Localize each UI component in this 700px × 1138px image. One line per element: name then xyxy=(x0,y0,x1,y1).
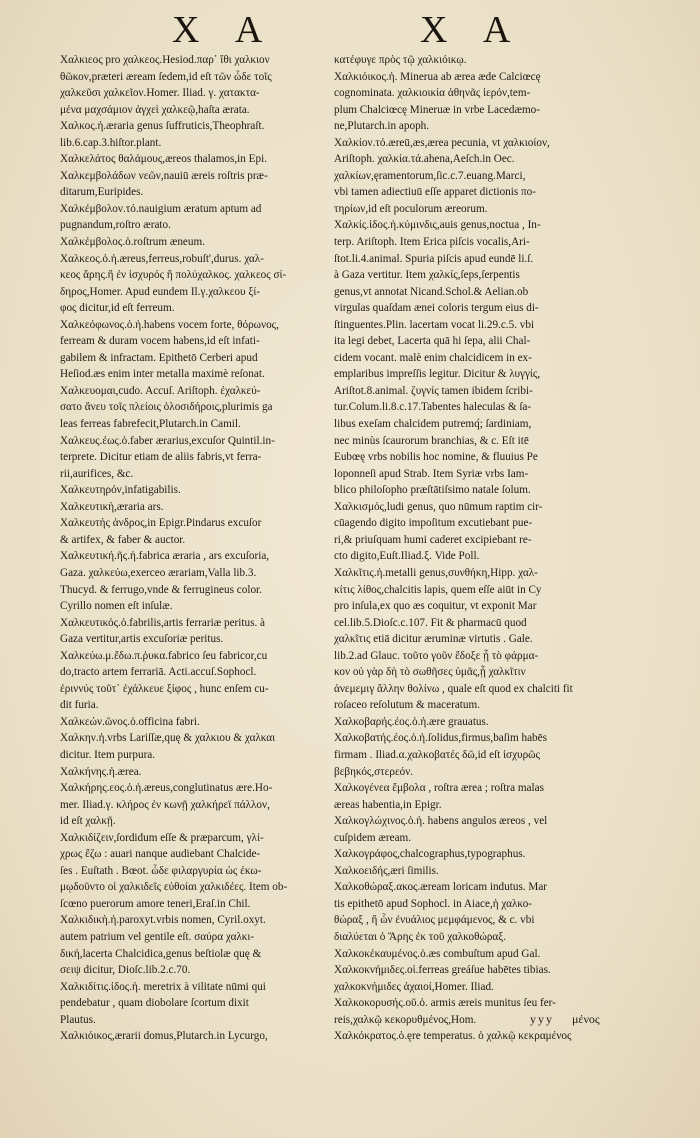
text-line: terprete. Dicitur etiam de aliis fabris,vt ferra- xyxy=(60,451,262,464)
running-headword-right: X A xyxy=(420,9,525,51)
text-line: ſtot.li.4.animal. Spuria piſcis apud eundē li.ſ. xyxy=(334,252,534,265)
text-line: Χαλκευομαι,cudo. Accuſ. Ariſtoph. ἐχαλκεύ- xyxy=(60,384,261,397)
text-line: ferream & duram vocem habens,id eſt infati- xyxy=(60,335,260,348)
text-line: σειψ dicitur, Dioſc.lib.2.c.70. xyxy=(60,964,191,977)
text-line: δηρος,Homer. Apud eundem Il.γ.χαλκεου ξί- xyxy=(60,285,261,298)
text-line: Χαλκίον.τό.æreū,æs,ærea pecunia, vt χαλκιοίον, xyxy=(334,136,550,149)
text-line: nec minùs ſcaurorum branchias, & c. Eſt itē xyxy=(334,434,529,447)
text-line: Χαλκιδίτις.ἰδος.ἡ. meretrix à vilitate nūmi qui xyxy=(60,980,266,993)
text-line: pendebatur , quam diobolare ſcortum dixit xyxy=(60,997,249,1010)
text-line: tis epithetō apud Sophocl. in Aiace,ἡ χαλκο- xyxy=(334,897,533,910)
text-line: Χαλκευτηρόν,infatigabilis. xyxy=(60,484,181,497)
text-line: τηρίων,id eſt poculorum æreorum. xyxy=(334,202,488,215)
text-line: Χαλκευτής ἀνδρος,in Epigr.Pindarus excuſor xyxy=(60,517,262,530)
text-line: libus exeſam chalcidem putremq́; ſardiniam, xyxy=(334,418,532,431)
text-line: ſcœno puerorum amore teneri,Eraſ.in Chil. xyxy=(60,897,251,910)
text-line: Χαλκοκορυσής.οῦ.ὁ. armis æreis munitus ſeu fer- xyxy=(334,997,556,1010)
text-line: Gaza vertitur,artis excuſoriæ peritus. xyxy=(60,633,224,646)
left-column xyxy=(60,52,332,1045)
text-line: tur.Colum.li.8.c.17.Tabentes haleculas & ſa- xyxy=(334,401,532,414)
text-line: cidem vocant. malè enim chalcidicem in ex- xyxy=(334,351,532,364)
text-line: cel.lib.5.Dioſc.c.107. Fit & pharmacū quod xyxy=(334,616,527,629)
text-line: Ariſtoph. χαλκία.τά.ahena,Aeſch.in Oec. xyxy=(334,153,515,166)
text-line: blico philoſopho præſtātiſsimo natale ſolum. xyxy=(334,484,531,497)
text-line: Χαλκευς.ἐως.ὁ.faber ærarius,excuſor Quintil.in- xyxy=(60,434,275,447)
text-line: genus,vt annotat Nicand.Schol.& Aelian.ob xyxy=(334,285,529,298)
text-line: rii,aurifices, &c. xyxy=(60,467,134,480)
text-line: Χαλκος.ἡ.æraria genus ſuffruticis,Theophraſt. xyxy=(60,120,265,133)
text-line: μένα μαχσάμιον ἀγχεὶ χαλκεῷ,haſta ærata. xyxy=(60,103,250,116)
text-line: χαλκῖτις etiā dicitur æruminæ virtutis . Gale. xyxy=(334,633,533,646)
text-line: Χαλκεών.ῶνος.ὁ.officina fabri. xyxy=(60,715,200,728)
text-line: χαλκοκνήμιδες ἀχαιοί,Homer. Iliad. xyxy=(334,980,494,993)
right-column xyxy=(334,52,606,1045)
text-line: cognominata. χαλκιοικία ἀθηνᾶς ἱερόν,tem- xyxy=(334,87,531,100)
text-line: ἐριννύς τοῦτ᾽ ἐχάλκευε ξίφος , hunc enſem cu- xyxy=(60,682,269,695)
text-line: reis,χαλκῷ κεκορυθμένος,Hom. xyxy=(334,1013,477,1026)
text-line: gabilem & infractam. Epithetō Cerberi apud xyxy=(60,351,258,364)
text-line: Χαλκην.ἡ.vrbs Lariſſæ,quę & χαλκιου & χαλκαι xyxy=(60,732,276,745)
text-line: Χαλκοβατής.έος.ὁ.ἡ.ſolidus,firmus,baſim habēs xyxy=(334,732,547,745)
text-line: φος dicitur,id eſt ferreum. xyxy=(60,302,175,315)
text-line: χαλκεῦσι χαλκεῖον.Homer. Iliad. γ. χατακτα- xyxy=(60,87,260,100)
text-line: σατο ἄνευ τοῖς πλείοις ὁλοσιδήροις,plurimis ga xyxy=(60,401,273,414)
text-line: Χαλκέμβολος.ὁ.roſtrum æneum. xyxy=(60,236,205,249)
text-line: Χαλκήνης.ἡ.ærea. xyxy=(60,765,142,778)
text-line: Χαλκεύω.μ.ἔδω.π.ῥυκα.fabrico ſeu fabricor,cu xyxy=(60,649,268,662)
text-line: terp. Ariſtoph. Item Erica piſcis vocalis,Ari- xyxy=(334,236,530,249)
text-line: Χαλκοκέκαυμένος.ὁ.æs combuſtum apud Gal. xyxy=(334,947,541,960)
text-line: Ariſtot.8.animal. ζυγνίς tamen ibidem ſcribi- xyxy=(334,384,533,397)
text-line: Cyrillo nomen eſt inſulæ. xyxy=(60,600,173,613)
text-line: κον οὐ γὰρ δὴ τὸ σωθῆσες ὑμᾶς,ᾗ χαλκῖτιν xyxy=(334,666,526,679)
text-line: mer. Iliad.γ. κλήρος ἐν κωνῇ χαλκήρεϊ πάλλον, xyxy=(60,798,270,811)
text-line: Χαλκοβαρής.έος.ὁ.ἡ.ære grauatus. xyxy=(334,715,489,728)
text-line: Χαλκίς.ἰδος.ἡ.κύμινδις,auis genus,noctua , In- xyxy=(334,219,541,232)
text-line: Χαλκευτική.ῆς.ἡ.fabrica æraria , ars excuſoria, xyxy=(60,550,270,563)
text-line: Χαλκευτικὴ,æraria ars. xyxy=(60,500,164,513)
text-line: χαλκίων,ęramentorum,ſic.c.7.euang.Marci, xyxy=(334,169,526,182)
text-line: Χαλκοκνήμιδες.οἱ.ferreas greáſue habētes tibias. xyxy=(334,964,551,977)
text-line: leas ferreas fabrefecit,Plutarch.in Camil. xyxy=(60,418,241,431)
text-line: Χαλκιδικὴ.ἡ.paroxyt.vrbis nomen, Cyril.oxyt. xyxy=(60,914,266,927)
text-line: Χαλκοθώραξ.ακος.æream loricam indutus. Mar xyxy=(334,881,548,894)
text-line: virgulas quaſdam ænei coloris tergum eius di- xyxy=(334,302,539,315)
text-line: emplaribus impreſſis legitur. Dicitur & λυγγίς, xyxy=(334,368,541,381)
text-line: do,tracto artem ferrariā. Acti.accuſ.Sophocl. xyxy=(60,666,257,679)
text-line: μῳδοῦντο οἱ χαλκιδεῖς εὐθοίαι χαλκιδέες. Item ob- xyxy=(60,881,288,894)
text-line: Χαλκελάτος θαλάμους,æreos thalamos,in Epi. xyxy=(60,153,267,166)
text-line: Χαλκέμβολον.τό.nauigium æratum aptum ad xyxy=(60,202,262,215)
text-line: plum Chalciœcę Mineruæ in vrbe Lacedæmo- xyxy=(334,103,540,116)
text-line: Gaza. χαλκεύω,exerceo ærariam,Valla lib.3. xyxy=(60,566,257,579)
text-line: δική,lacerta Chalcidica,genus beſtiolæ quę & xyxy=(60,947,262,960)
text-line: & artifex, & faber & auctor. xyxy=(60,533,186,546)
text-line: Χαλκογλώχινος.ὁ.ἡ. habens angulos æreos , vel xyxy=(334,815,548,828)
text-line: Χαλκεος.ὁ.ἡ.æreus,ferreus,robuſt',durus. χαλ- xyxy=(60,252,264,265)
text-line: κατέφυγε πρὸς τῷ χαλκιόικῳ. xyxy=(334,54,467,66)
text-line: ne,Plutarch.in apoph. xyxy=(334,120,430,133)
text-line: lib.2.ad Glauc. τοῦτο γοῦν ἔδοξε ᾗ τὸ φάρμα- xyxy=(334,649,539,662)
catchword: μένος xyxy=(572,1012,600,1026)
running-headword-left: X A xyxy=(172,9,277,51)
text-line: Χαλκήρης.εος.ὁ.ἡ.æreus,conglutinatus ære.Ho- xyxy=(60,782,273,795)
text-line: ſes . Euſtath . Bœot. ὧδε φιλαργυρία ὡς ἐκω- xyxy=(60,864,262,877)
text-line: θώραξ , ἤ ὧν ἐνυάλιος μεμφάμενος, & c. vbi xyxy=(334,914,535,927)
text-line: Χαλκευτικός.ὁ.fabrilis,artis ferrariæ peritus. à xyxy=(60,616,266,629)
text-line: ri,& priuſquam humi caderet excipiebant re- xyxy=(334,533,532,546)
text-line: à Gaza vertitur. Item χαλκίς,ſeps,ſerpentis xyxy=(334,269,520,282)
text-line: Thucyd. & ferrugo,vnde & ferrugineus color. xyxy=(60,583,262,596)
text-line: cūagendo digito impoſitum excutiebant pue- xyxy=(334,517,533,530)
text-line: id eſt χαλκῇ. xyxy=(60,815,116,828)
text-line: Χαλκισμός,ludi genus, quo nūmum raptim cir- xyxy=(334,500,543,513)
text-line: Χαλκεόφωνος.ὁ.ἡ.habens vocem forte, θόρωνος, xyxy=(60,318,279,331)
text-line: Χαλκιεος pro χαλκεος.Hesiod.παρ᾽ ἴθι χαλκιον xyxy=(60,54,270,66)
text-line: ita legi debet, Lacerta quā hi ſepa, alii Chal- xyxy=(334,335,531,348)
text-line: Heſiod.æs enim inter metalla maximè reſonat. xyxy=(60,368,265,381)
text-line: pro inſula,ex quo æs coquitur, vt exponit Mar xyxy=(334,600,537,613)
text-line: firmam . Iliad.α.χαλκοβατές δῶ,id eſt ἰσχυρῶς xyxy=(334,748,540,761)
text-line: cto digito,Euſt.Iliad.ξ. Vide Poll. xyxy=(334,550,480,563)
text-line: Χαλκιόικος,ærarii domus,Plutarch.in Lycurgo, xyxy=(60,1030,268,1043)
text-line: χρως ἔζω : auari nanque audiebant Chalcide- xyxy=(60,848,261,861)
text-line: Χαλκογένεα ἔμβολα , roſtra ærea ; roſtra malas xyxy=(334,782,544,795)
text-line: loponneſi apud Strab. Item Syriæ vrbs Iam- xyxy=(334,467,529,480)
text-line: pugnandum,roſtro ærato. xyxy=(60,219,171,232)
text-line: ἀνεμεμιγ ἄλλην θολίνω , quale eſt quod ex chalciti fit xyxy=(334,682,573,695)
text-line: Plautus. xyxy=(60,1013,96,1026)
text-line: vbi tamen adiectiuū eſſe apparet dictionis πο- xyxy=(334,186,536,199)
text-line: roſaceo reſolutum & maceratum. xyxy=(334,699,481,712)
text-line: Eubœę vrbs nobilis hoc nomine, & fluuius Pe xyxy=(334,451,538,464)
text-line: βεβηκός,στερεόν. xyxy=(334,765,414,778)
text-line: Χαλκιδίζειν,ſordidum eſſe & præparcum, γλί- xyxy=(60,831,264,844)
text-line: Χαλκῖτις.ἡ.metalli genus,συνθήκη,Hipp. χαλ- xyxy=(334,566,538,579)
text-line: Χαλκοειδής,æri ſimilis. xyxy=(334,864,439,877)
text-line: ſtinguentes.Plin. lacertam vocat li.29.c.5. vbi xyxy=(334,318,535,331)
text-line: Χαλκεμβολάδων νεῶν,nauiū æreis roſtris præ- xyxy=(60,169,268,182)
text-line: Χαλκιόικος.ἡ. Minerua ab ærea æde Calciœcę xyxy=(334,70,541,83)
text-line: κίτις λίθος,chalcitis lapis, quem eſſe aiūt in Cy xyxy=(334,583,542,596)
text-line: autem patrium vel gentile eſt. σαύρα χαλκι- xyxy=(60,930,255,943)
text-line: κεος ἄρης.ἤ ἐν ἰσχυρός ἢ πολύχαλκος. χαλκεος σί- xyxy=(60,269,287,282)
text-line: θῶκον,præteri æream ſedem,id eſt τῶν ὧδε τοῖς xyxy=(60,70,272,83)
text-line: διαλύεται ὁ Ἄρης ἐκ τοῦ χαλκοθώραξ. xyxy=(334,930,507,943)
text-line: dit furia. xyxy=(60,699,99,712)
text-line: cuſpidem æream. xyxy=(334,831,412,844)
text-line: dicitur. Item purpura. xyxy=(60,748,156,761)
text-line: lib.6.cap.3.hiſtor.plant. xyxy=(60,136,162,149)
text-line: æreas habentia,in Epigr. xyxy=(334,798,442,811)
text-line: Χαλκόκρατος.ὁ.ęre temperatus. ὁ χαλκῷ κεκραμένος xyxy=(334,1030,572,1043)
signature-mark: yyy xyxy=(530,1012,554,1026)
text-line: Χαλκογράφος,chalcographus,typographus. xyxy=(334,848,526,861)
text-line: ditarum,Euripides. xyxy=(60,186,144,199)
